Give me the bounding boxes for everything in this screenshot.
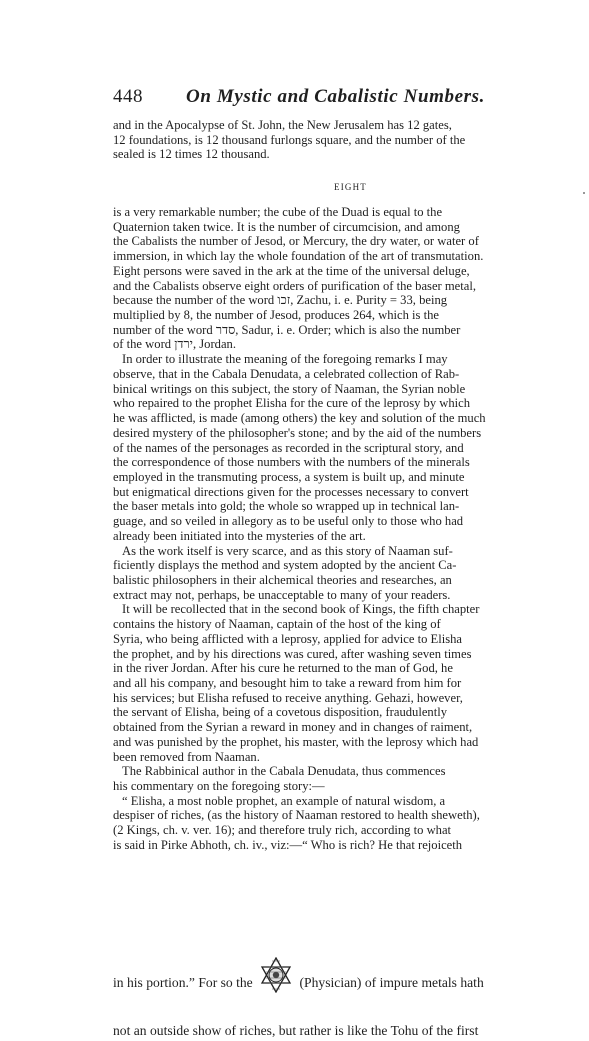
body-text	[113, 118, 588, 1038]
text-line: he was afflicted, is made (among others) the key and solution of the much	[113, 411, 486, 426]
text-line: guage, and so veiled in allegory as to be useful only to those who had	[113, 514, 464, 529]
text-line: employed in the transmuting process, a system is built up, and minute	[113, 469, 465, 484]
text-line: the servant of Elisha, being of a covetous disposition, fraudulently	[113, 705, 448, 720]
text-line: the baser metals into gold; the whole so wrapped up in technical lan-	[113, 499, 460, 514]
text-line: multiplied by 8, the number of Jesod, produces 264, which is the	[113, 308, 439, 323]
text-line: and all his company, and besought him to take a reward from him for	[113, 676, 462, 690]
text-line: sealed is 12 times 12 thousand.	[113, 147, 270, 162]
text-line: The Rabbinical author in the Cabala Denudata, thus commences	[122, 764, 446, 779]
text-line: In order to illustrate the meaning of the foregoing remarks I may	[122, 352, 448, 367]
text-line: observe, that in the Cabala Denudata, a celebrated collection of Rab-	[113, 366, 460, 381]
text-line: his services; but Elisha refused to receive anything. Gehazi, however,	[113, 690, 463, 705]
paragraph-eight	[113, 205, 588, 853]
text-line: because the number of the word זכו, Zachu, i. e. Purity = 33, being	[113, 293, 448, 308]
text-line: of the word ירדן, Jordan.	[113, 337, 237, 352]
speck-mark	[583, 192, 585, 194]
text-line: the prophet, and by his directions was cured, after washing seven times	[113, 646, 472, 661]
page-number: 448	[113, 86, 143, 107]
text-fragment: in his portion.” For so the	[113, 975, 253, 991]
text-line: but enigmatical directions given for the processes necessary to convert	[113, 484, 469, 499]
text-line: binical writings on this subject, the story of Naaman, the Syrian noble	[113, 381, 466, 396]
star-of-david-emblem-icon	[260, 957, 292, 993]
text-line: the Cabalists the number of Jesod, or Mercury, the dry water, or water of	[113, 234, 479, 249]
paragraph-apocalypse	[113, 118, 588, 162]
text-line: already been initiated into the mysteries of the art.	[113, 528, 366, 543]
text-fragment: (Physician) of impure metals hath	[299, 975, 484, 991]
text-line: immersion, in which lay the whole foundation of the art of transmutation.	[113, 249, 484, 264]
text-line: and in the Apocalypse of St. John, the New Jerusalem has 12 gates,	[113, 118, 452, 132]
running-title: On Mystic and Cabalistic Numbers.	[186, 86, 486, 107]
text-line: balistic philosophers in their alchemical theories and researches, an	[113, 572, 452, 587]
text-line: number of the word סדר, Sadur, i. e. Order; which is also the number	[113, 322, 461, 337]
text-line: been removed from Naaman.	[113, 749, 260, 764]
page-header	[113, 86, 493, 112]
text-line: in the river Jordan. After his cure he returned to the man of God, he	[113, 661, 453, 676]
text-line: extract may not, perhaps, be unacceptable to many of your readers.	[113, 587, 451, 602]
text-line: and was punished by the prophet, his master, with the leprosy which had	[113, 734, 479, 749]
text-line: As the work itself is very scarce, and as this story of Naaman suf-	[122, 543, 453, 558]
text-line: It will be recollected that in the second book of Kings, the fifth chapter	[122, 602, 480, 617]
text-line: is a very remarkable number; the cube of the Duad is equal to the	[113, 205, 443, 219]
text-line: (2 Kings, ch. v. ver. 16); and therefore truly rich, according to what	[113, 823, 452, 838]
text-line: Eight persons were saved in the ark at the time of the universal deluge,	[113, 263, 470, 278]
text-line: who repaired to the prophet Elisha for the cure of the leprosy by which	[113, 396, 471, 411]
text-line: not an outside show of riches, but rather is like the Tohu of the first	[113, 1023, 479, 1038]
text-line: obtained from the Syrian a reward in money and in changes of raiment,	[113, 720, 473, 735]
text-line: and the Cabalists observe eight orders of purification of the baser metal,	[113, 278, 477, 293]
text-line: the correspondence of those numbers with the numbers of the minerals	[113, 455, 470, 470]
text-line: is said in Pirke Abhoth, ch. iv., viz:—“ Who is rich? He that rejoiceth	[113, 837, 463, 852]
text-line: despiser of riches, (as the history of Naaman restored to health sheweth),	[113, 808, 480, 823]
text-line-with-emblem	[113, 971, 484, 995]
text-line: contains the history of Naaman, captain of the host of the king of	[113, 617, 441, 632]
text-line: ficiently displays the method and system adopted by the ancient Ca-	[113, 558, 457, 573]
text-line: Quaternion taken twice. It is the number of circumcision, and among	[113, 219, 460, 234]
text-line: 12 foundations, is 12 thousand furlongs square, and the number of the	[113, 132, 466, 147]
section-heading-eight: EIGHT	[334, 182, 367, 192]
text-line: Syria, who being afflicted with a leprosy, applied for advice to Elisha	[113, 631, 463, 646]
text-line: desired mystery of the philosopher's stone; and by the aid of the numbers	[113, 425, 482, 440]
text-line: of the names of the personages as recorded in the scriptural story, and	[113, 440, 464, 455]
text-line: his commentary on the foregoing story:—	[113, 779, 325, 794]
text-line: “ Elisha, a most noble prophet, an example of natural wisdom, a	[122, 793, 446, 808]
